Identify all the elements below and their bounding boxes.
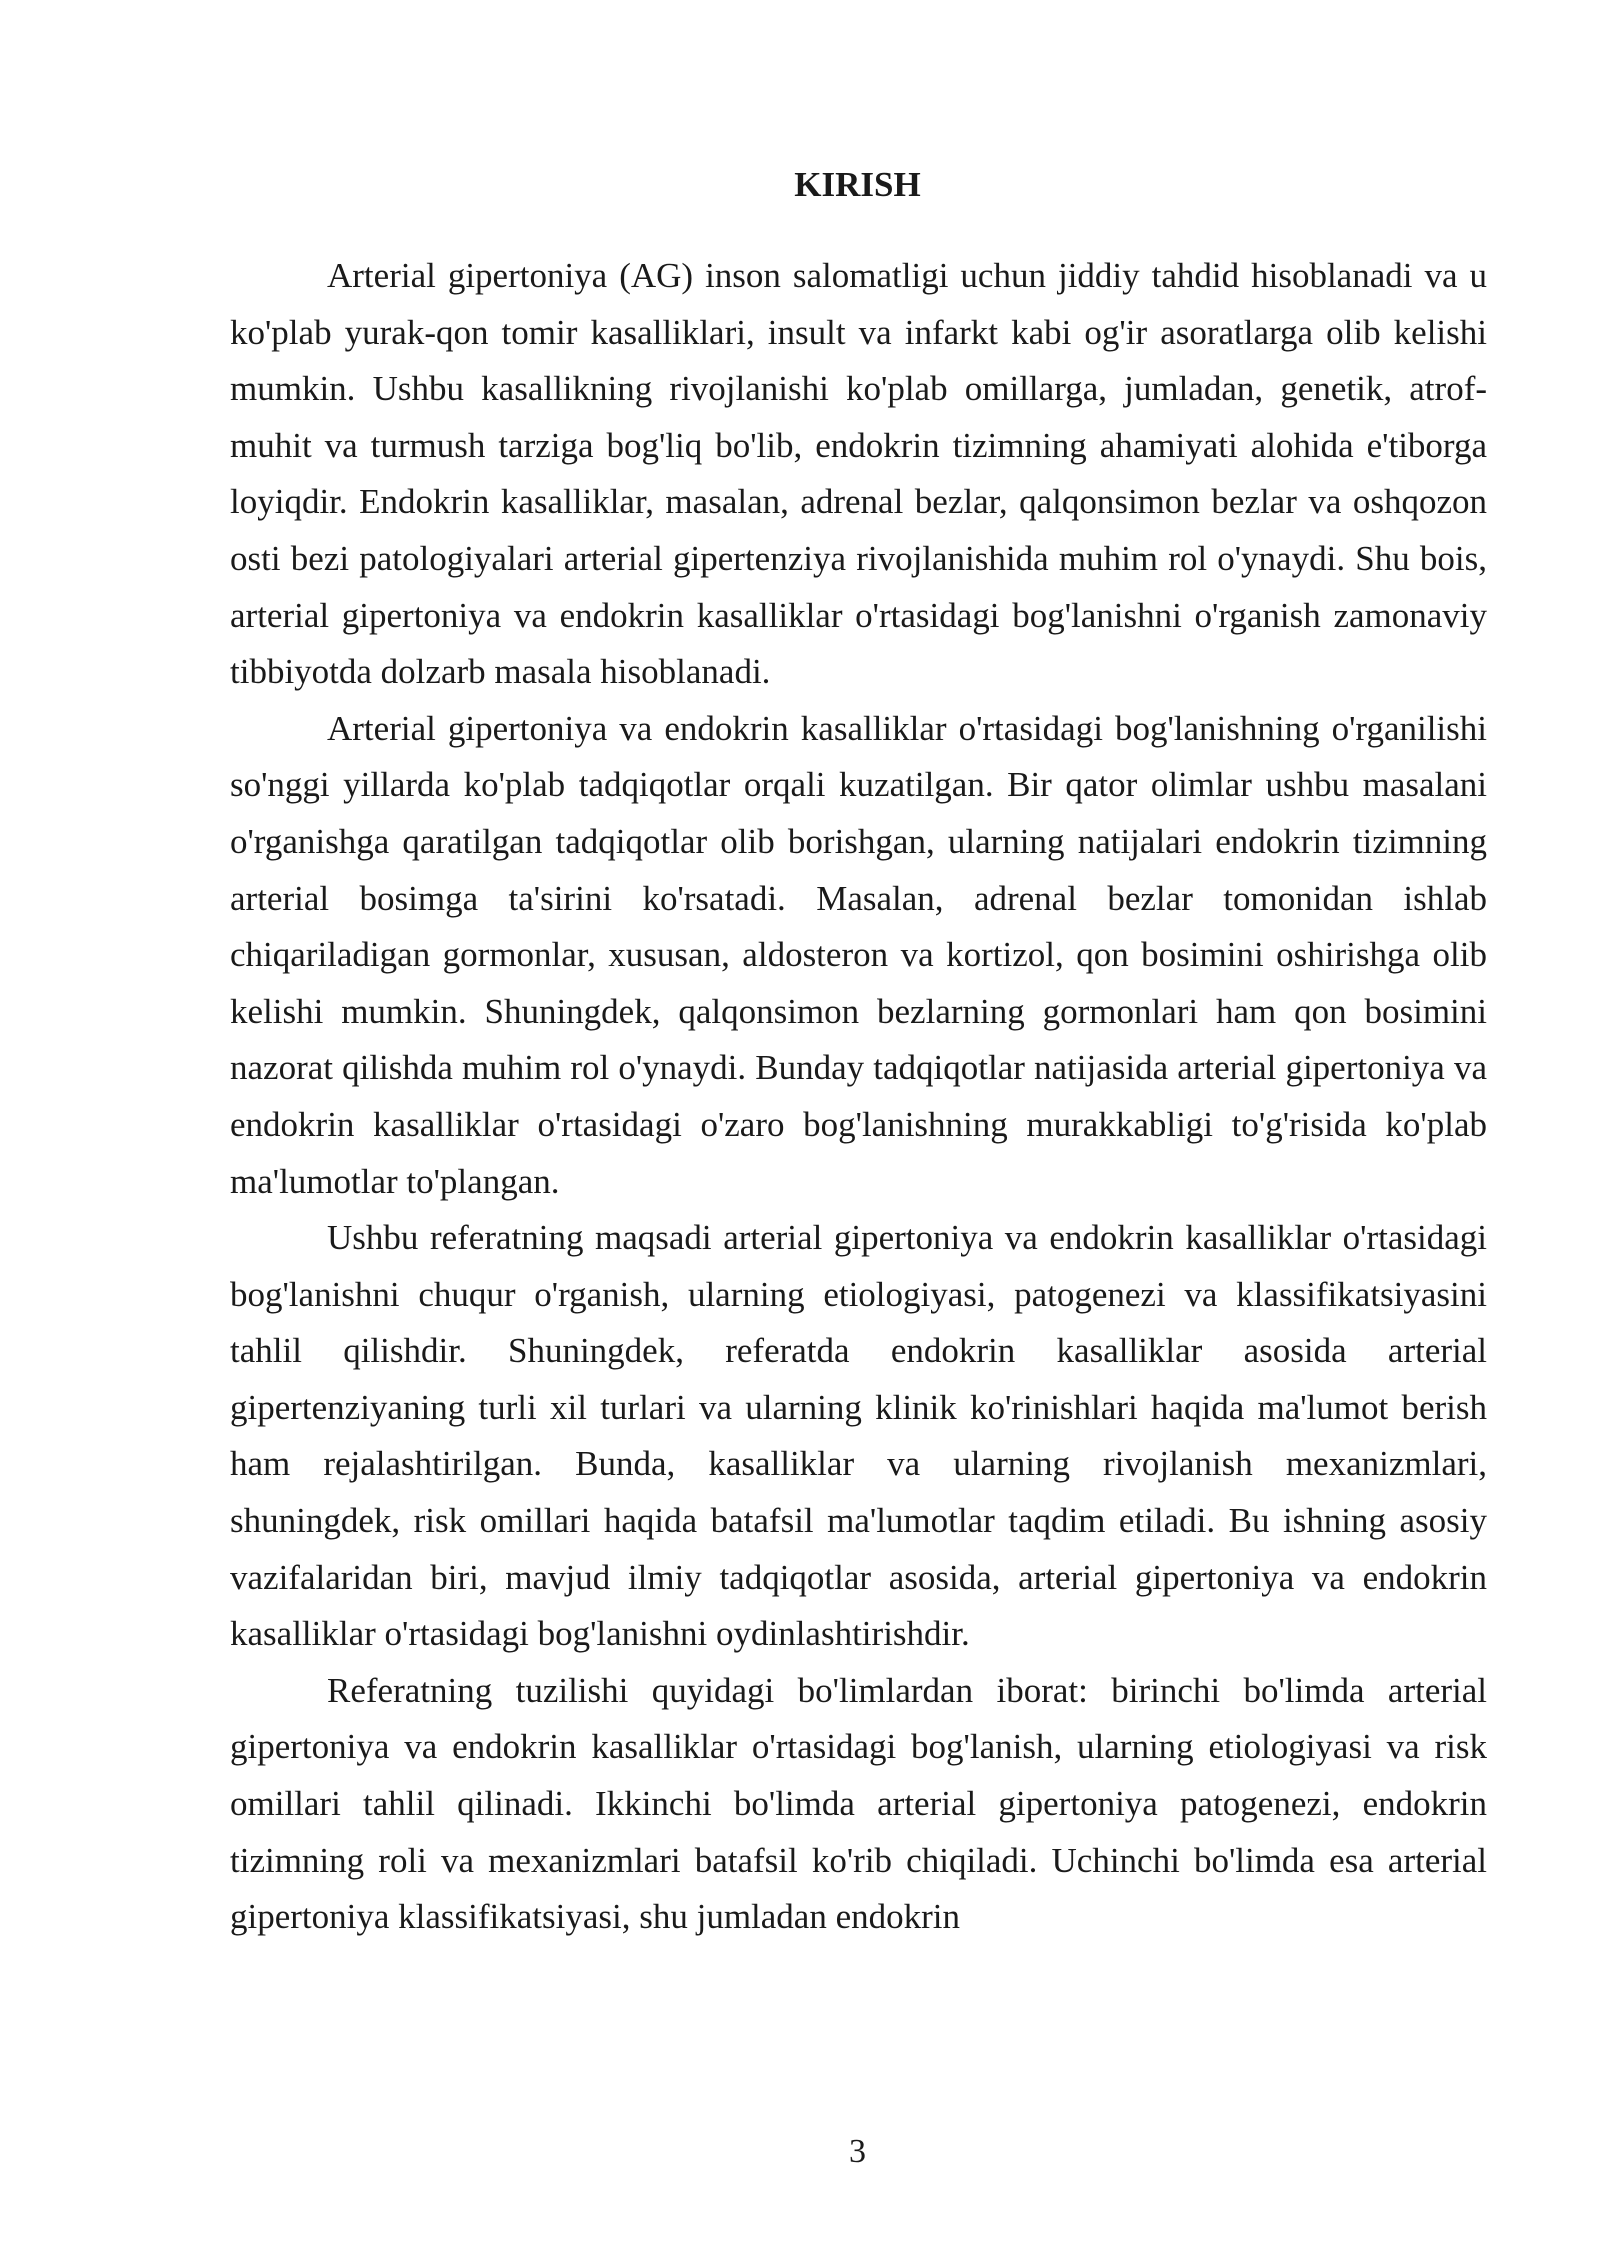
paragraph-4: Referatning tuzilishi quyidagi bo'limlardan iborat: birinchi bo'limda arterial gipertoniya va endokrin kasalliklar o'rtasidagi bog'lanish, ularning etiologiyasi va risk omillari tahlil qilinadi. Ikkinchi bo'limda arterial gipertoniya patogenezi, endokrin tizimning roli va mexanizmlari batafsil ko'rib chiqiladi. Uchinchi bo'limda esa arterial gipertoniya klassifikatsiyasi, shu jumladan endokrin: [230, 1670, 1487, 1937]
page-title: KIRISH: [794, 165, 921, 204]
page-number: 3: [849, 2133, 866, 2170]
paragraph-3: Ushbu referatning maqsadi arterial gipertoniya va endokrin kasalliklar o'rtasidagi bog'lanishni chuqur o'rganish, ularning etiologiyasi, patogenezi va klassifikatsiyasini tahlil qilishdir. Shuningdek, referatda endokrin kasalliklar asosida arterial gipertenziyaning turli xil turlari va ularning klinik ko'rinishlari haqida ma'lumot berish ham rejalashtirilgan. Bunda, kasalliklar va ularning rivojlanish mexanizmlari, shuningdek, risk omillari haqida batafsil ma'lumotlar taqdim etiladi. Bu ishning asosiy vazifalaridan biri, mavjud ilmiy tadqiqotlar asosida, arterial gipertoniya va endokrin kasalliklar o'rtasidagi bog'lanishni oydinlashtirishdir.: [230, 1218, 1487, 1654]
body-text: [230, 248, 1487, 1946]
paragraph-1: Arterial gipertoniya (AG) inson salomatligi uchun jiddiy tahdid hisoblanadi va u ko'plab yurak-qon tomir kasalliklari, insult va infarkt kabi og'ir asoratlarga olib kelishi mumkin. Ushbu kasallikning rivojlanishi ko'plab omillarga, jumladan, genetik, atrof-muhit va turmush tarziga bog'liq bo'lib, endokrin tizimning ahamiyati alohida e'tiborga loyiqdir. Endokrin kasalliklar, masalan, adrenal bezlar, qalqonsimon bezlar va oshqozon osti bezi patologiyalari arterial gipertenziya rivojlanishida muhim rol o'ynaydi. Shu bois, arterial gipertoniya va endokrin kasalliklar o'rtasidagi bog'lanishni o'rganish zamonaviy tibbiyotda dolzarb masala hisoblanadi.: [230, 256, 1487, 692]
paragraph-2: Arterial gipertoniya va endokrin kasalliklar o'rtasidagi bog'lanishning o'rganilishi so'nggi yillarda ko'plab tadqiqotlar orqali kuzatilgan. Bir qator olimlar ushbu masalani o'rganishga qaratilgan tadqiqotlar olib borishgan, ularning natijalari endokrin tizimning arterial bosimga ta'sirini ko'rsatadi. Masalan, adrenal bezlar tomonidan ishlab chiqariladigan gormonlar, xususan, aldosteron va kortizol, qon bosimini oshirishga olib kelishi mumkin. Shuningdek, qalqonsimon bezlarning gormonlari ham qon bosimini nazorat qilishda muhim rol o'ynaydi. Bunday tadqiqotlar natijasida arterial gipertoniya va endokrin kasalliklar o'rtasidagi o'zaro bog'lanishning murakkabligi to'g'risida ko'plab ma'lumotlar to'plangan.: [230, 708, 1487, 1201]
